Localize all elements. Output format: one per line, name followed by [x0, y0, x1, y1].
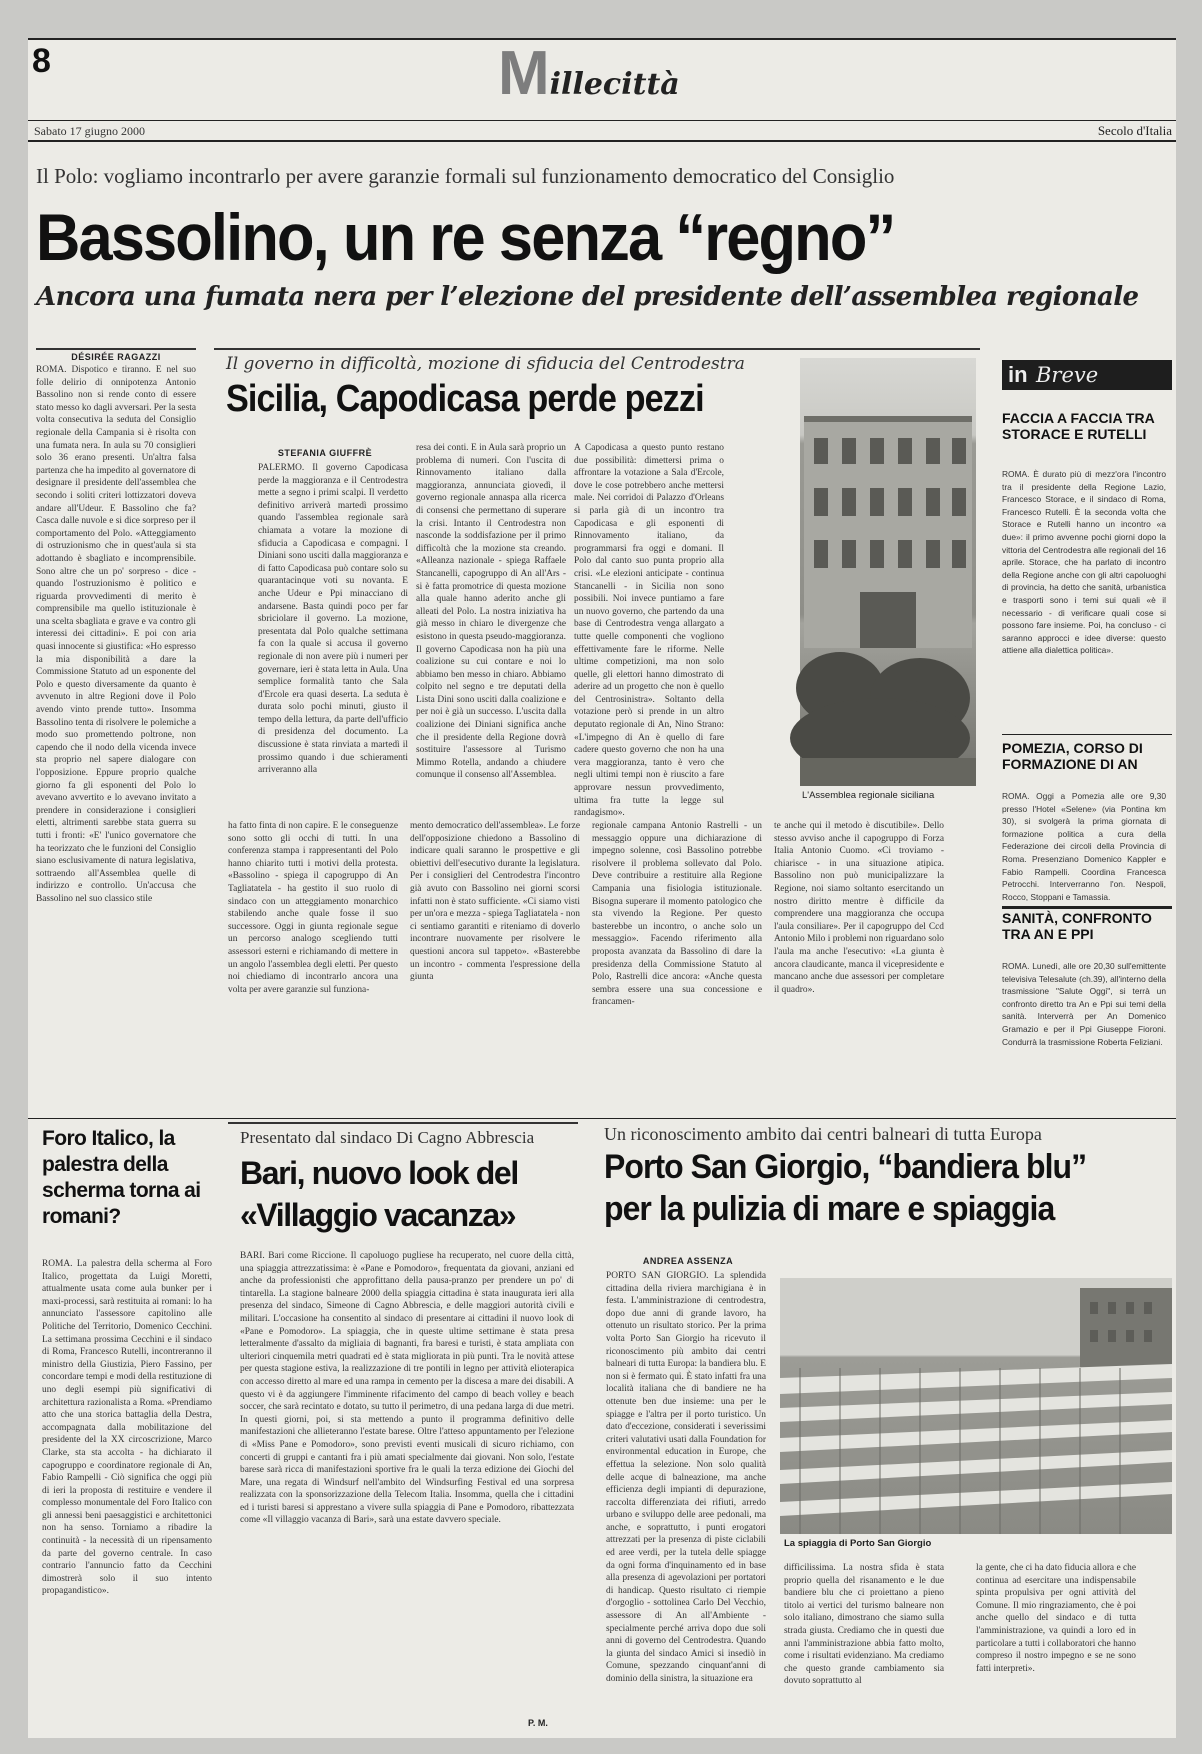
palazzo-illustration	[800, 358, 976, 786]
lead-headline: Bassolino, un re senza “regno”	[36, 200, 895, 274]
lead-col-3: mento democratico dell'assemblea». Le forze dell'opposizione chiedono a Bassolino di indicare quali saranno le prospettive e gli obiettivi dell'esecutivo durante la legislatura. Per i consiglieri del Centrodestra l'incontro già avuto con Bassolino nei giorni scorsi infatti non è stato sufficiente. «Ci siamo visti per un'ora e mezza - spiega Tagliatatela - non ci sentiamo garantiti e riteniamo di doverlo incontrare nuovamente per risolvere le questioni ancora sul tappeto». «Basterebbe un incontro - commenta l'espressione della giunta	[410, 821, 580, 983]
sicilia-kicker: Il governo in difficoltà, mozione di sfiducia del Centrodestra	[226, 354, 745, 374]
bari-signature: P. M.	[528, 1718, 548, 1728]
newspaper-page	[28, 38, 1176, 1738]
porto-byline: ANDREA ASSENZA	[642, 1256, 734, 1266]
sicilia-byline: STEFANIA GIUFFRÈ	[277, 448, 373, 458]
bari-headline: Bari, nuovo look del «Villaggio vacanza»	[240, 1155, 518, 1233]
breve-2-title: POMEZIA, CORSO DI FORMAZIONE DI AN	[1002, 740, 1143, 772]
lead-kicker: Il Polo: vogliamo incontrarlo per avere garanzie formali sul funzionamento democratico del Consiglio	[36, 164, 895, 188]
sicilia-headline: Sicilia, Capodicasa perde pezzi	[226, 378, 704, 420]
sicilia-photo-caption: L'Assemblea regionale siciliana	[802, 790, 935, 801]
sicilia-col-1: PALERMO. Il governo Capodicasa perde la maggioranza e il Centrodestra mette a segno i primi scalpi. Il verdetto definitivo arriverà martedì prossimo quando l'assemblea regionale sarà chiamata a votare la mozione di sfiducia a Capodicasa e compagni. I Diniani sono usciti dalla maggioranza e di fatto Capodicasa può contare solo su quarantacinque voti su novanta. E anche Udeur e Ppi minacciano di andarsene. Basta quindi poco per far sbriciolare il governo. La mozione, presentata dal Polo qualche settimana fa con la quale si accusa il governo regionale di non avere più i numeri per governare, ieri è stata letta in Aula. Una semplice formalità tanto che Sala d'Ercole era quasi deserta. La seduta è durata solo pochi minuti, giusto il tempo della lettura, da parte dell'ufficio di presidenza del documento. La discussione è stata rinviata a martedì il prossimo quando i due schieramenti arriveranno alla	[258, 463, 408, 776]
section-rest: illecittà	[549, 67, 680, 102]
porto-col-1: PORTO SAN GIORGIO. La splendida cittadina della riviera marchigiana è in festa. L'amministrazione di centrodestra, dopo due anni di grande lavoro, ha ottenuto un risultato storico. Per la prima volta Porto San Giorgio ha ricevuto il riconoscimento più ambito dai centri balneari di tutta Europa: la bandiera blu. E non si è fermato qui. È stato infatti fra una località italiana che di bandiere ne ha ottenute ben due insieme: una per le spiagge e l'altra per il porto turistico. Un dato d'eccezione, considerati i severissimi criteri valutativi usati dalla Foundation for environmental education in Europe, che effettua la selezione. Non solo qualità delle acque di balneazione, ma anche efficienza degli impianti di depurazione, raccolta differenziata dei rifiuti, arredo urbano e sviluppo delle aree pedonali, ma anche, e soprattutto, i punti erogatori attrezzati per la presenza di piste ciclabili ed aree verdi, per la tutela delle spiagge da ogni forma d'inquinamento ed in base alla presenza di agevolazioni per portatori di handicap. Questo risultato ci riempie d'orgoglio - sottolinea Carlo Del Vecchio, assessore di An all'Ambiente - specialmente perché arriva dopo due soli anni di governo del Centrodestra. Quando la giunta del sindaco Amici si insediò in Comune, spezzando cinquant'anni di dominio della sinistra, la situazione era	[606, 1271, 766, 1684]
page-number: 8	[32, 42, 51, 80]
in-breve-logo	[1002, 360, 1172, 390]
beach-illustration	[780, 1278, 1172, 1534]
breve-1-body: ROMA. È durato più di mezz'ora l'incontro tra il presidente della Regione Lazio, Francesco Storace, e il sindaco di Roma, Francesco Rutelli. È la seconda volta che Storace e Rutelli hanno un incontro «a due»: il primo avvenne pochi giorni dopo la vittoria del Centrodestra alle regionali del 16 aprile. Storace, che ha parlato di incontro della Regione anche con gli altri capoluoghi di provincia, ha detto che sanità, urbanistica e trasporti sono i temi sui quali «è il necessario - di verificare quali cose si possono fare insieme. Poi, ha concluso - ci saranno approcci e idee diverse: questo attiene alla dialettica politica».	[1002, 469, 1166, 656]
foro-headline: Foro Italico, la palestra della scherma torna ai romani?	[42, 1127, 201, 1228]
porto-col-2: difficilissima. La nostra sfida è stata proprio quella del risanamento e le due bandiere blu che ci proiettano a pieno titolo ai vertici del turismo balneare non solo italiano, dimostrano che siamo sulla strada giusta. Crediamo che in questi due anni l'amministrazione abbia fatto molto, come i risultati evidenziano. Ma crediamo che questo grande cambiamento sia dovuto soprattutto al	[784, 1563, 944, 1687]
lead-col-1: ROMA. Dispotico e tiranno. E nel suo folle delirio di onnipotenza Antonio Bassolino non si rende conto di essere stato messo ko dagli avversari. Per la sesta volta consecutiva la seduta del Consiglio regionale della Campania si è risolta con una fumata nera. In aula su 70 consiglieri solo 36 erano presenti. Un'altra falsa partenza che ha impedito al governatore di designare il presidente dell'assemblea che secondo i soliti criteri lottizzatori doveva andare all'Udeur. E Bassolino che fa? Casca dalle nuvole e si dice sorpreso per il comportamento del Polo. «Atteggiamento di ostruzionismo che in quest'aula si sta adottando è sbagliato e incomprensibile. Sono altre che un po' sorpreso - dice - quando l'ostruzionismo è politico e riguarda provvedimenti di merito è comprensibile ma quello istituzionale è una scelta sbagliata e grave e va contro gli interessi dei cittadini». E poi con aria quasi innocente si giustifica: «Ho espresso la mia disponibilità a dare la Commissione Statuto ad un esponente del Polo e questo diversamente da quanto è avvenuto in altre Regioni dove il Polo avendo vinto prende tutto». Insomma Bassolino tenta di risolvere le polemiche a modo suo promettendo poltrone, non capendo che il nodo della vicenda invece sta proprio nel sapere dialogare con l'opposizione. Eppure proprio qualche giorno fa gli esponenti del Polo lo avevano avvertito e lo avevano invitato a prendere in considerazione i consiglieri eletti, altrimenti sarebbe stata guerra su tutti i fronti: «E' l'unico governatore che ha teorizzato che le funzioni del Consiglio siano esclusivamente di natura legislativa, sottraendo all'Assemblea quelle di indirizzo e controllo. Un'accusa che Bassolino nel suo classico stile	[36, 365, 196, 904]
breve-3-body: ROMA. Lunedì, alle ore 20,30 sull'emittente televisiva Telesalute (ch.39), all'interno della trasmissione "Salute Oggi", si terrà un confronto diretto tra An e Ppi sui temi della sanità. Interverrà per An Domenico Gramazio e per il Ppi Giuseppe Fioroni. Condurrà la trasmissione Roberta Feliziani.	[1002, 961, 1166, 1047]
porto-headline: Porto San Giorgio, “bandiera blu” per la pulizia di mare e spiaggia	[604, 1148, 1087, 1228]
sicilia-col-3: A Capodicasa a questo punto restano due possibilità: dimettersi prima o affrontare la votazione a Sala d'Ercole, dove le cose potrebbero anche mettersi male. Nei corridoi di Palazzo d'Orleans si parla già di un incontro tra Capodicasa e gli esponenti di Rinnovamento italiano, da programmarsi fra oggi e domani. Il Polo dal canto suo punta proprio alla crisi. «Le elezioni anticipate - continua Stancanelli - in Sicilia non sono possibili. Noi invece puntiamo a fare un nuovo governo, che partendo da una base di Centrodestra venga allargato a tutte quelle componenti che vogliono effettivamente fare le riforme. Nelle ultime competizioni, ma non solo quelle, gli elettori hanno dimostrato di aderire ad un progetto che non è quello del Centrosinistra». Soltanto della votazione però si prende in un altro deputato regionale di An, Nino Strano: «L'impegno di An è quello di fare cadere questo governo che non ha una vera maggioranza, tanto è vero che negli ultimi tempi non è riuscito a fare approvare nessun provvedimento, ultima fra tutte la legge sul randagismo».	[574, 443, 724, 819]
issue-date: Sabato 17 giugno 2000	[34, 124, 145, 138]
lead-col-2: ha fatto finta di non capire. E le conseguenze sono sotto gli occhi di tutti. In una conferenza stampa i rappresentanti del Polo hanno chiarito tutti i motivi della protesta. «Bassolino - spiega il capogruppo di An Tagliatatela - ha gestito il suo ruolo di sindaco con un atteggiamento monarchico stabilendo anche quale fosse il suo successore. Oggi in giunta regionale segue un percorso analogo scegliendo tutti assessori esterni e richiamando di mettere in un angolo l'assemblea degli eletti. Per questo noi chiediamo di incontrarlo ancora una volta per avere garanzie sul funziona-	[228, 821, 398, 995]
section-title	[498, 39, 680, 108]
breve-3-title: SANITÀ, CONFRONTO TRA AN E PPI	[1002, 910, 1152, 942]
bari-kicker: Presentato dal sindaco Di Cagno Abbrescia	[240, 1128, 535, 1147]
in-breve-logo-breve: Breve	[1036, 363, 1099, 387]
foro-body: ROMA. La palestra della scherma al Foro Italico, progettata da Luigi Moretti, attualmente usata come aula bunker per i maxi-processi, sarà restituita ai romani: lo ha annunciato l'assessore capitolino alle Politiche del Territorio, Domenico Cecchini. La settimana prossima Cecchini e il sindaco di Roma, Francesco Rutelli, incontreranno il ministro della Giustizia, Piero Fassino, per concordare tempi e modi della restituzione di uno degli esempi più significativi di architettura razionalista a Roma. «Prendiamo atto che una storica battaglia della Destra, accompagnata dalla mobilitazione del presidente del la XX circoscrizione, Marco Clarke, sta sta accolta - ha dichiarato il capogruppo e coordinatore regionale di An, Fabio Rampelli - Ciò significa che oggi più di ieri la proposta di restituire e vendere il complesso monumentale del Foro Italico con gli annessi beni paesaggistici e architettonici non ha senso. Torniamo a ribadire la continuità - la necessità di un ripensamento da parte del governo centrale. In caso contrario l'annuncio fatto da Cecchini dimostrerà solo il suo intento propagandistico».	[42, 1259, 212, 1597]
breve-1-title: FACCIA A FACCIA TRA STORACE E RUTELLI	[1002, 410, 1155, 442]
lead-byline: DÉSIRÉE RAGAZZI	[36, 348, 196, 362]
sicilia-col-2: resa dei conti. E in Aula sarà proprio un problema di numeri. Con l'uscita di Rinnovamento italiano dalla maggioranza, annunciata giovedì, il governo regionale annaspa alla ricerca di consensi che permettano di superare la crisi. Intanto il Centrodestra non nasconde la soddisfazione per il primo difficoltà che la mozione sta creando. «Alleanza nazionale - spiega Raffaele Stancanelli, capogruppo di An all'Ars - si è fatta promotrice di questa mozione alla quale hanno aderito anche gli alleati del Polo. La nostra iniziativa ha già messo in chiaro le divergenze che esistono in questa pseudo-maggioranza. Il governo Capodicasa non ha più una coalizione su cui contare e noi lo abbiamo ben messo in chiaro. Abbiamo colpito nel segno e tre deputati della Lista Dini sono usciti dalla coalizione e per noi è già un successo. L'uscita dalla coalizione dei Diniani significa anche che il presidente della Regione dovrà sostituire l'assessore al Turismo Mimmo Rotella, andando a chiudere comunque il consenso all'Assemblea.	[416, 443, 566, 781]
lead-subhead: Ancora una fumata nera per l’elezione del presidente dell’assemblea regionale	[36, 282, 1139, 312]
bari-body: BARI. Bari come Riccione. Il capoluogo pugliese ha recuperato, nel cuore della città, una spiaggia attrezzatissima: è «Pane e Pomodoro», frequentata da giovani, anziani ed anche da professionisti che approfittano della pausa-pranzo per prendere un po' di tintarella. La stagione balneare 2000 della spiaggia cittadina è stata inaugurata ieri alla presenza del sindaco, Simeone di Cagno Abbrescia, e delle maggiori autorità civili e militari. L'occasione ha consentito al sindaco di presentare ai cittadini il nuovo look di «Pane e Pomodoro». La spiaggia, che in queste ultime settimane è stata presa letteralmente d'assalto da migliaia di bagnanti, fra baresi e turisti, è stata ampliata con ulteriori cinquemila metri quadrati ed è stata migliorata in più punti. Tra le novità attese per questa stagione estiva, la realizzazione di tre pontili in legno per attività elioterapica con accesso diretto al mare ed una rampa in cemento per la discesa a mare dei disabili. A questo vi è da aggiungere l'imminente rifacimento del campo di beach volley e beach soccer, che sarà recintato e dotato, su tutto il perimetro, di una pedana larga di due metri. In questi giorni, poi, si sta mettendo a punto il programma definitivo delle manifestazioni che allieteranno l'estate barese. Oltre l'atteso appuntamento per l'elezione di «Miss Pane e Pomodoro», sono previsti eventi musicali di sicuro richiamo, con concerti di gruppi e cantanti fra i più amati specialmente dai giovani. Non solo, l'estate barese sarà ricca di manifestazioni sportive fra le quali la terza edizione dei Giochi del Mare, una regata di Windsurf nell'ambito del Windsurfing Festival ed una sorpresa realizzata con la sponsorizzazione della Telecom Italia. Insomma, quella che i cittadini ed i turisti baresi si apprestano a vivere sulla spiaggia di Pane e Pomodoro, ribattezzata come «Il villaggio vacanza di Bari», sarà una estate davvero speciale.	[240, 1251, 574, 1526]
breve-2-body: ROMA. Oggi a Pomezia alle ore 9,30 presso l'Hotel «Selene» (via Pontina km 30), si svolgerà la prima giornata di formazione politica a cura della Federazione dei circoli della Provincia di Roma. Presenziano Domenico Kappler e Fabio Rampelli. Coordina Francesca Petrocchi. Interverranno l'on. Nespoli, Rocco, Stoppani e Tamassia.	[1002, 791, 1166, 902]
porto-photo-caption: La spiaggia di Porto San Giorgio	[784, 1538, 932, 1549]
beach-photo	[780, 1278, 1172, 1534]
palazzo-photo	[800, 358, 976, 786]
lead-col-4: regionale campana Antonio Rastrelli - un messaggio oppure una dichiarazione di impegno solenne, così Bassolino potrebbe risolvere il problema sollevato dal Polo. Deve contribuire a restituire alla Regione Campania una fisiologia istituzionale. Bisogna superare il momento patologico che sta vivendo la Regione. Per questo basterebbe un incontro, o anche solo un messaggio». Facendo riferimento alla proposta avanzata da Bassolino di dare la presidenza della Commissione Statuto al Polo, Rastrelli dice ancora: «Anche questa sembra essere una sua concessione e francamen-	[592, 821, 762, 1008]
porto-kicker: Un riconoscimento ambito dai centri balneari di tutta Europa	[604, 1124, 1042, 1144]
porto-col-3: la gente, che ci ha dato fiducia allora e che continua ad esercitare una indispensabile spinta propulsiva per ogni attività del Comune. Il mio ringraziamento, che è poi anche quello del sindaco e di tutta l'amministrazione, va quindi a loro ed in particolare a tutti i collaboratori che hanno compreso il nostro impegno e se ne sono fatti interpreti».	[976, 1563, 1136, 1674]
in-breve-logo-in: in	[1008, 362, 1028, 387]
lead-col-5: te anche qui il metodo è discutibile». Dello stesso avviso anche il capogruppo di Forza Italia Antonio Cuomo. «Ci troviamo - chiarisce - in una situazione atipica. Bassolino non può municipalizzare la Regione, noi siamo soltanto esercitando un nostro diritto mentre è difficile da comprendere una maggioranza che occupa l'aula consiliare». Per il capogruppo del Ccd Antonio Milo i problemi non riguardano solo l'aula ma anche l'esecutivo: «La giunta è ancora claudicante, manca il vicepresidente e mancano anche due assessori per completare il quadro».	[774, 821, 944, 995]
paper-name: Secolo d'Italia	[1097, 123, 1172, 138]
section-initial: M	[498, 39, 550, 108]
